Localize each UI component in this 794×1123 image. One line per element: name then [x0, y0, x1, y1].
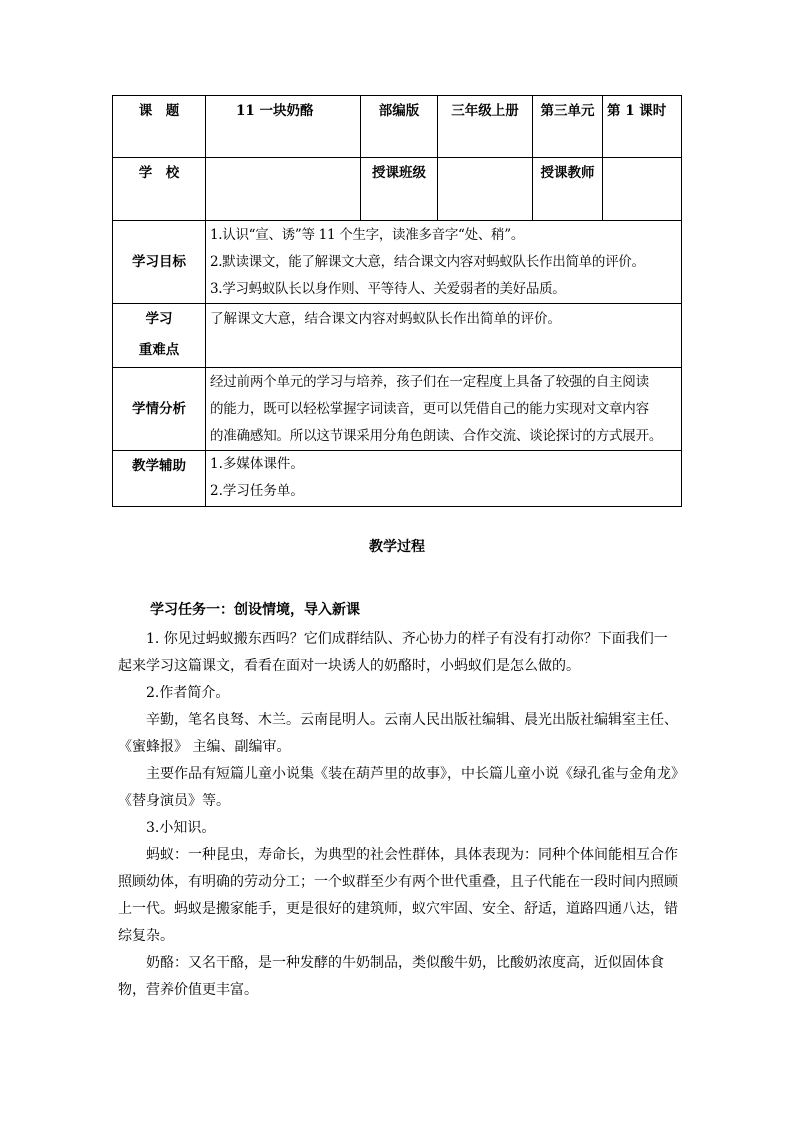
section-title: 教学过程: [369, 539, 425, 555]
teacher-value: [603, 158, 682, 221]
period: 第 1 课时: [603, 96, 682, 158]
school-value: [206, 158, 361, 221]
class-label: 授课班级: [361, 158, 438, 221]
lesson-title: 11 一块奶酪: [206, 96, 361, 158]
aids-cell: [206, 451, 682, 507]
objective-item: 2.默读课文，能了解课文大意，结合课文内容对蚂蚁队长作出简单的评价。: [210, 254, 645, 270]
lesson-label: 课 题: [113, 96, 206, 158]
paragraph: 主要作品有短篇儿童小说集《装在葫芦里的故事》，中长篇儿童小说《绿孔雀与金角龙》《替身演员》等。: [118, 766, 678, 809]
analysis-line: 的准确感知。所以这节课采用分角色朗读、合作交流、谈论探讨的方式展开。: [210, 428, 663, 444]
key-points-label: 学习 重难点: [113, 304, 206, 368]
paragraph: 2.作者简介。: [146, 685, 230, 701]
key-points-text: 了解课文大意，结合课文内容对蚂蚁队长作出简单的评价。: [206, 304, 682, 368]
paragraph: 奶酪：又名干酪，是一种发酵的牛奶制品，类似酸牛奶，比酸奶浓度高，近似固体食物，营养价值更丰富。: [118, 955, 664, 998]
table-row: [113, 304, 682, 368]
school-label: 学 校: [113, 158, 206, 221]
table-row: [113, 158, 682, 221]
objective-item: 1.认识“宣、诱”等 11 个生字，读准多音字“处、稍”。: [210, 227, 525, 243]
unit: 第三单元: [533, 96, 603, 158]
table-row: [113, 96, 682, 158]
aid-item: 1.多媒体课件。: [210, 456, 304, 472]
aid-item: 2.学习任务单。: [210, 483, 304, 499]
objectives-cell: [206, 221, 682, 304]
paragraph: 蚂蚁：一种昆虫，寿命长，为典型的社会性群体，具体表现为：同种个体间能相互合作照顾幼体，有明确的劳动分工；一个蚁群至少有两个世代重叠，且子代能在一段时间内照顾上一代。蚂蚁是搬家能手，更是很好的建筑师，蚁穴牢固、安全、舒适，道路四通八达，错综复杂。: [118, 847, 678, 944]
teacher-label: 授课教师: [533, 158, 603, 221]
analysis-cell: [206, 368, 682, 451]
table-row: [113, 368, 682, 451]
table-row: [113, 451, 682, 507]
grade: 三年级上册: [438, 96, 533, 158]
class-value: [438, 158, 533, 221]
analysis-line: 经过前两个单元的学习与培养，孩子们在一定程度上具备了较强的自主阅读: [210, 374, 649, 390]
task-heading: 学习任务一：创设情境，导入新课: [150, 602, 360, 618]
task-content: [118, 597, 680, 1004]
paragraph: 3.小知识。: [146, 820, 216, 836]
table-row: [113, 221, 682, 304]
paragraph: 辛勤，笔名良驽、木兰。云南昆明人。云南人民出版社编辑、晨光出版社编辑室主任、《蜜蜂报》 主编、副编审。: [118, 712, 678, 755]
objective-item: 3.学习蚂蚁队长以身作则、平等待人、关爱弱者的美好品质。: [210, 281, 566, 297]
edition: 部编版: [361, 96, 438, 158]
paragraph: 1. 你见过蚂蚁搬东西吗？它们成群结队、齐心协力的样子有没有打动你？下面我们一起来学习这篇课文，看看在面对一块诱人的奶酪时，小蚂蚁们是怎么做的。: [118, 631, 668, 674]
aids-label: 教学辅助: [113, 451, 206, 507]
analysis-label: 学情分析: [113, 368, 206, 451]
analysis-line: 的能力，既可以轻松掌握字词读音，更可以凭借自己的能力实现对文章内容: [210, 401, 649, 417]
objectives-label: 学习目标: [113, 221, 206, 304]
lesson-info-table: [112, 95, 682, 507]
